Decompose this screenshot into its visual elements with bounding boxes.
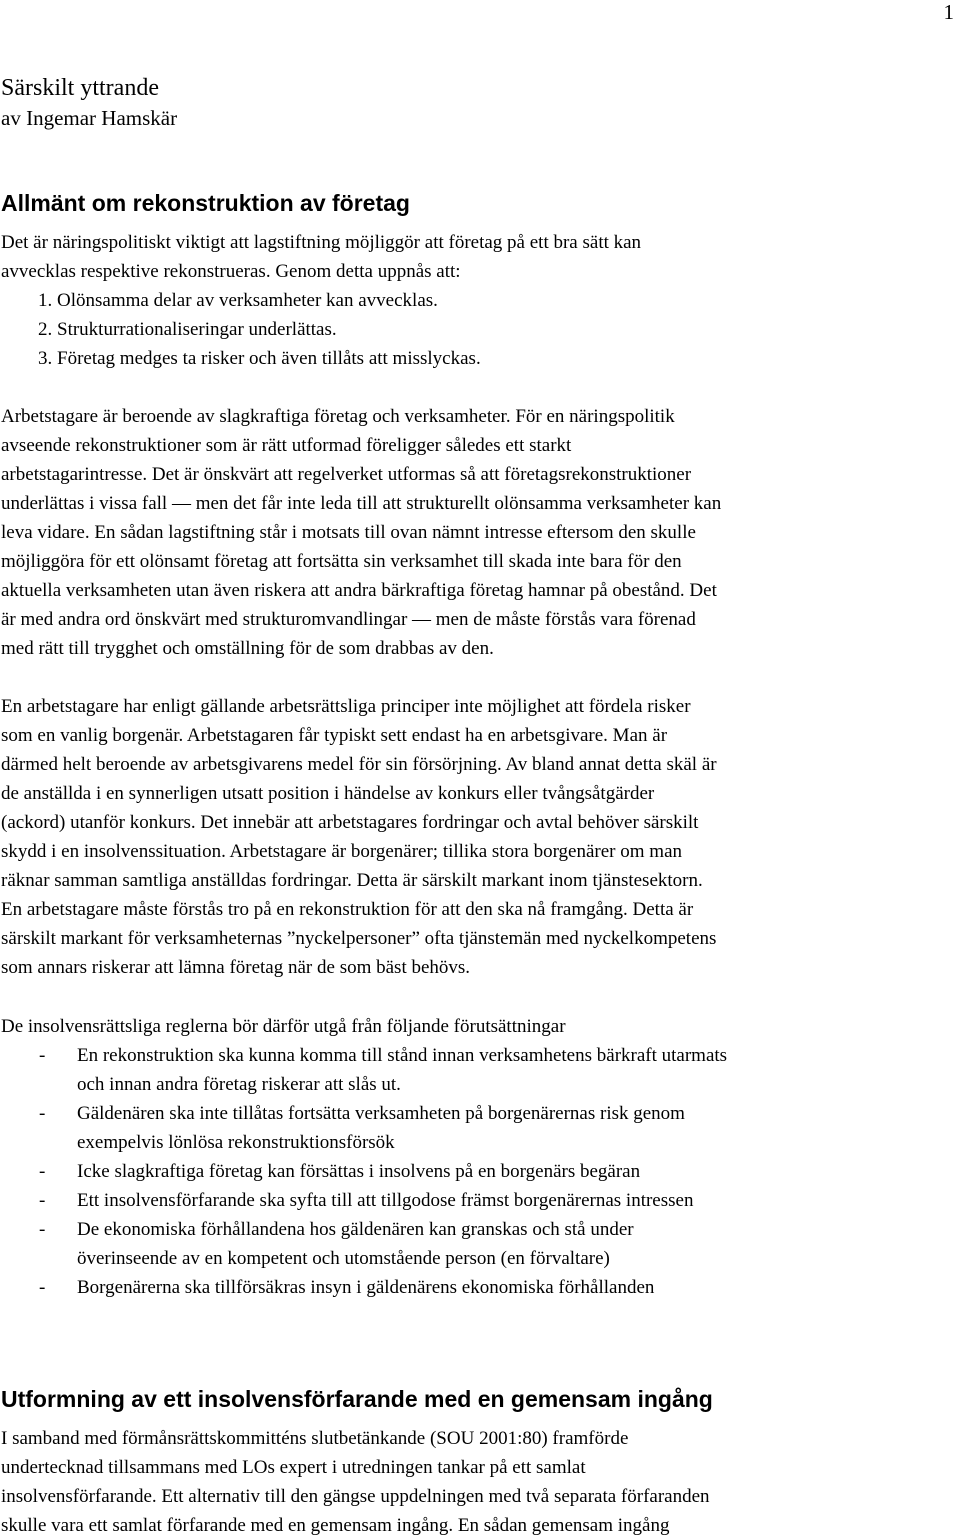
list-item: 2. Strukturrationaliseringar underlättas. [38,319,337,340]
bullet-text: Borgenärerna ska tillförsäkras insyn i gäldenärens ekonomiska förhållanden [77,1277,655,1298]
text-line: Det är näringspolitiskt viktigt att lagstiftning möjliggör att företag på ett bra sätt kan [1,232,642,253]
bullet-dash: - [39,1219,46,1240]
text-line: med rätt till trygghet och omställning för de som drabbas av den. [1,638,494,659]
numbered-list [1,286,960,373]
bullet-item [1,1215,959,1244]
section-heading-1: Allmänt om rekonstruktion av företag [1,190,410,216]
bullet-item [1,1041,959,1070]
text-line: leva vidare. En sådan lagstiftning står i motsats till ovan nämnt intresse eftersom den skulle [1,522,696,543]
bullet-item [1,1273,959,1302]
bullet-text: En rekonstruktion ska kunna komma till stånd innan verksamhetens bärkraft utarmats [77,1045,728,1066]
bullet-list [1,1041,959,1302]
text-line: insolvensförfarande. Ett alternativ till den gängse uppdelningen med två separata förfaranden [1,1486,710,1507]
text-line: som en vanlig borgenär. Arbetstagaren får typiskt sett endast ha en arbetsgivare. Man är [1,725,668,746]
paragraph-3 [1,692,959,982]
list-item: 3. Företag medges ta risker och även tillåts att misslyckas. [38,348,481,369]
section-2-paragraph [1,1424,959,1540]
text-line: aktuella verksamheten utan även riskera att andra bärkraftiga företag hamnar på obestånd. Det [1,580,717,601]
section-heading-2: Utformning av ett insolvensförfarande med en gemensam ingång [1,1386,713,1412]
text-line: undertecknad tillsammans med LOs expert i utredningen tankar på ett samlat [1,1457,586,1478]
text-line: särskilt markant för verksamheternas ”nyckelpersoner” ofta tjänstemän med nyckelkompetens [1,928,717,949]
text-line: En arbetstagare måste förstås tro på en rekonstruktion för att den ska nå framgång. Detta är [1,899,694,920]
bullet-dash: - [39,1161,46,1182]
text-line: därmed helt beroende av arbetsgivarens medel för sin försörjning. Av bland annat detta skäl är [1,754,717,775]
bullet-continuation: exempelvis lönlösa rekonstruktionsförsök [77,1132,395,1153]
text-line: (ackord) utanför konkurs. Det innebär att arbetstagares fordringar och avtal behöver särskilt [1,812,699,833]
text-line: underlättas i vissa fall — men det får inte leda till att strukturellt olönsamma verksamheter kan [1,493,722,514]
bullet-text: Ett insolvensförfarande ska syfta till att tillgodose främst borgenärernas intressen [77,1190,694,1211]
bullet-continuation: och innan andra företag riskerar att slås ut. [77,1074,401,1095]
bullet-dash: - [39,1190,46,1211]
text-line: avvecklas respektive rekonstrueras. Genom detta uppnås att: [1,261,461,282]
bullet-item [1,1099,959,1128]
text-line: är med andra ord önskvärt med strukturomvandlingar — men de måste förstås vara förenad [1,609,696,630]
document-title: Särskilt yttrande [1,75,159,101]
document-author: av Ingemar Hamskär [1,106,178,130]
text-line: räknar samman samtliga anställdas fordringar. Detta är särskilt markant inom tjänstesektorn. [1,870,703,891]
bullet-text: Icke slagkraftiga företag kan försättas i insolvens på en borgenärs begäran [77,1161,641,1182]
text-line: En arbetstagare har enligt gällande arbetsrättsliga principer inte möjlighet att fördela risker [1,696,691,717]
list-item: 1. Olönsamma delar av verksamheter kan avvecklas. [38,290,438,311]
text-line: De insolvensrättsliga reglerna bör därför utgå från följande förutsättningar [1,1016,566,1037]
page-number: 1 [943,0,954,24]
paragraph-2 [1,402,959,663]
text-line: skulle vara ett samlat förfarande med en gemensam ingång. En sådan gemensam ingång [1,1515,670,1536]
text-line: Arbetstagare är beroende av slagkraftiga företag och verksamheter. För en näringspolitik [1,406,675,427]
text-line: I samband med förmånsrättskommitténs slutbetänkande (SOU 2001:80) framförde [1,1428,629,1449]
bullet-dash: - [39,1277,46,1298]
text-line: möjliggöra för ett olönsamt företag att fortsätta sin verksamhet till skada inte bara för den [1,551,682,572]
bullet-text: Gäldenären ska inte tillåtas fortsätta verksamheten på borgenärernas risk genom [77,1103,685,1124]
text-line: de anställda i en synnerligen utsatt position i händelse av konkurs eller tvångsåtgärder [1,783,655,804]
text-line: avseende rekonstruktioner som är rätt utformad föreligger således ett starkt [1,435,572,456]
bullet-dash: - [39,1045,46,1066]
text-line: arbetstagarintresse. Det är önskvärt att regelverket utformas så att företagsrekonstruktioner [1,464,692,485]
bullet-item [1,1186,959,1215]
text-line: skydd i en insolvenssituation. Arbetstagare är borgenärer; tillika stora borgenärer om man [1,841,683,862]
bullet-dash: - [39,1103,46,1124]
paragraph-4-intro [1,1012,959,1041]
text-line: som annars riskerar att lämna företag när de som bäst behövs. [1,957,471,978]
bullet-text: De ekonomiska förhållandena hos gäldenären kan granskas och stå under [77,1219,634,1240]
intro-paragraph [1,228,959,286]
bullet-item [1,1157,959,1186]
bullet-continuation: överinseende av en kompetent och utomstående person (en förvaltare) [77,1248,610,1269]
